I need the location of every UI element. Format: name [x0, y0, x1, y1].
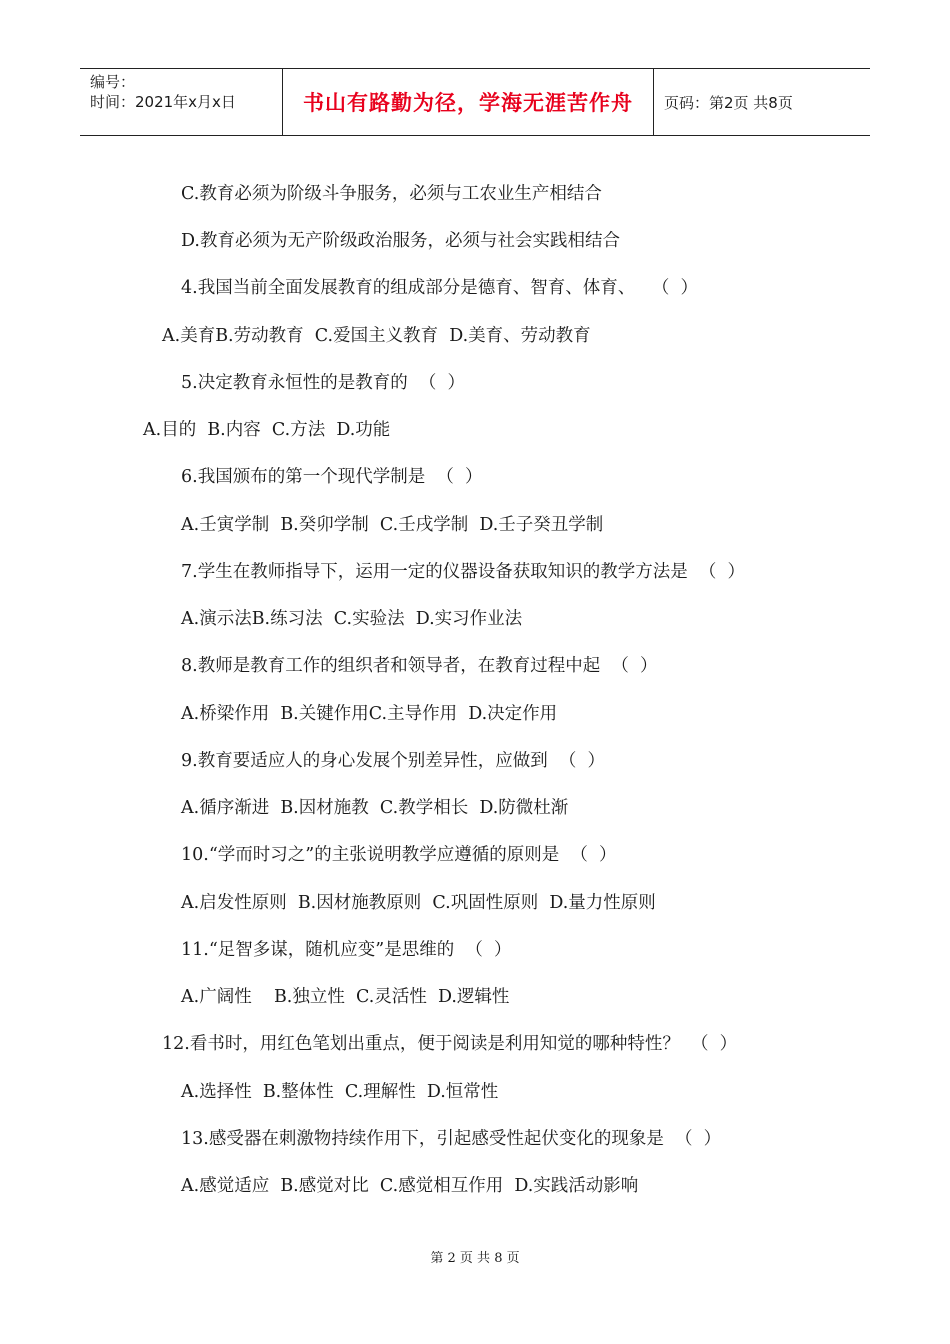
question-line: 12.看书时，用红色笔划出重点，便于阅读是利用知觉的哪种特性？ （ ） [162, 1034, 738, 1054]
option-line: A.启发性原则 B.因材施教原则 C.巩固性原则 D.量力性原则 [181, 893, 656, 913]
option-line: A.目的 B.内容 C.方法 D.功能 [143, 420, 391, 440]
option-line: A.壬寅学制 B.癸卯学制 C.壬戌学制 D.壬子癸丑学制 [181, 515, 604, 535]
option-line: A.感觉适应 B.感觉对比 C.感觉相互作用 D.实践活动影响 [181, 1176, 639, 1196]
option-line: A.桥梁作用 B.关键作用C.主导作用 D.决定作用 [181, 704, 558, 724]
question-line: 6.我国颁布的第一个现代学制是 （ ） [181, 467, 483, 487]
option-line: A.循序渐进 B.因材施教 C.教学相长 D.防微杜渐 [181, 798, 569, 818]
question-line: 4.我国当前全面发展教育的组成部分是德育、智育、体育、 （ ） [181, 278, 699, 298]
serial-label: 编号： [90, 73, 136, 91]
time-label: 时间：2021年x月x日 [90, 93, 236, 111]
page-header [80, 68, 870, 136]
option-line: D.教育必须为无产阶级政治服务，必须与社会实践相结合 [181, 231, 620, 251]
header-page-info: 页码：第2页 共8页 [664, 93, 793, 112]
question-line: 11.“足智多谋，随机应变”是思维的 （ ） [181, 940, 512, 960]
header-motto: 书山有路勤为径，学海无涯苦作舟 [282, 69, 654, 135]
option-line: A.选择性 B.整体性 C.理解性 D.恒常性 [181, 1082, 499, 1102]
question-line: 13.感受器在刺激物持续作用下，引起感受性起伏变化的现象是 （ ） [181, 1129, 722, 1149]
header-meta [80, 69, 282, 135]
question-line: 8.教师是教育工作的组织者和领导者，在教育过程中起 （ ） [181, 656, 658, 676]
page-footer: 第 2 页 共 8 页 [430, 1251, 520, 1266]
question-line: 10.“学而时习之”的主张说明教学应遵循的原则是 （ ） [181, 845, 617, 865]
question-line: 9.教育要适应人的身心发展个别差异性，应做到 （ ） [181, 751, 605, 771]
option-line: A.演示法B.练习法 C.实验法 D.实习作业法 [181, 609, 523, 629]
question-line: 5.决定教育永恒性的是教育的 （ ） [181, 373, 465, 393]
option-line: A.美育B.劳动教育 C.爱国主义教育 D.美育、劳动教育 [162, 326, 591, 346]
option-line: C.教育必须为阶级斗争服务，必须与工农业生产相结合 [181, 184, 602, 204]
question-line: 7.学生在教师指导下，运用一定的仪器设备获取知识的教学方法是 （ ） [181, 562, 745, 582]
option-line: A.广阔性 B.独立性 C.灵活性 D.逻辑性 [181, 987, 510, 1007]
